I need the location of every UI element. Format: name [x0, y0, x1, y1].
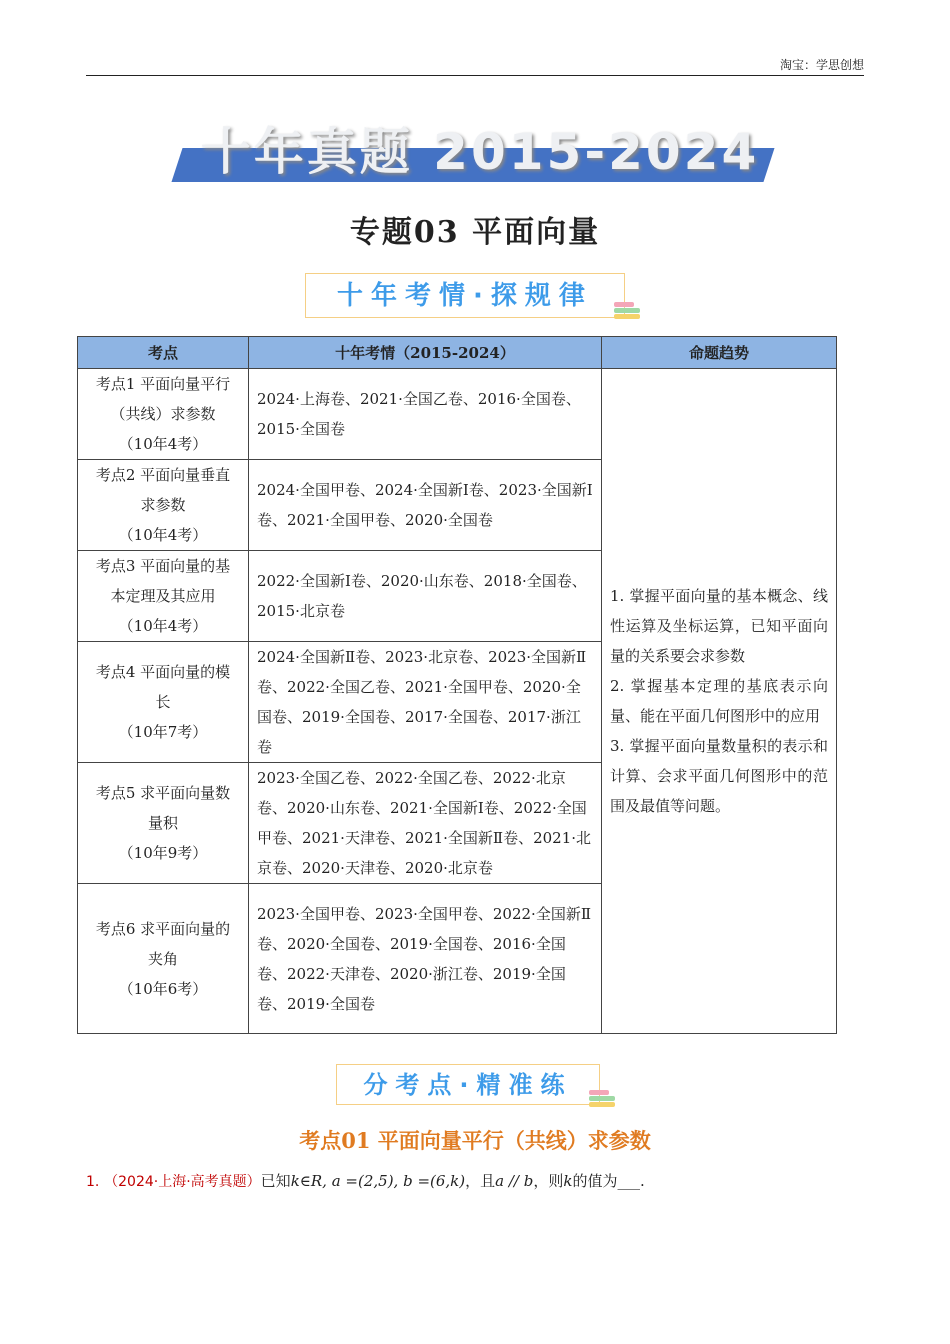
text-line: 考点4 平面向量的模 — [95, 663, 231, 681]
text-line: 考点1 平面向量平行 — [95, 375, 231, 393]
text-line: 求参数 — [140, 496, 186, 514]
text-line: （10年7考） — [118, 723, 208, 741]
question-source: （2024·上海·高考真题） — [104, 1174, 261, 1190]
section-box-practice — [336, 1064, 600, 1105]
point-cell — [78, 884, 249, 1034]
box-label: 分考点·精准练 — [363, 1071, 573, 1099]
question-number: 1. — [86, 1174, 100, 1190]
question-text: 已知 — [260, 1172, 291, 1190]
text-line: （10年4考） — [118, 526, 208, 544]
text-line: 考点2 平面向量垂直 — [95, 466, 231, 484]
math-expr: k∈R, a =(2,5), b =(6,k) — [290, 1172, 466, 1190]
exam-table — [77, 336, 837, 1034]
math-expr: a // b — [495, 1172, 534, 1190]
math-var: k — [563, 1172, 573, 1190]
page-title: 专题03 平面向量 — [349, 215, 601, 250]
exams-cell: 2022·全国新Ⅰ卷、2020·山东卷、2018·全国卷、2015·北京卷 — [249, 551, 602, 642]
section-heading: 考点01 平面向量平行（共线）求参数 — [299, 1128, 651, 1153]
col-header: 十年考情（2015-2024） — [249, 337, 602, 369]
exams-cell: 2024·上海卷、2021·全国乙卷、2016·全国卷、2015·全国卷 — [249, 369, 602, 460]
text-line: 考点3 平面向量的基 — [95, 557, 231, 575]
text-line: 1. 掌握平面向量的基本概念、线性运算及坐标运算，已知平面向量的关系要会求参数 — [610, 587, 828, 665]
text-line: （10年4考） — [118, 617, 208, 635]
point-cell — [78, 763, 249, 884]
exams-cell: 2024·全国新Ⅱ卷、2023·北京卷、2023·全国新Ⅱ卷、2022·全国乙卷、2021·全国甲卷、2020·全国卷、2019·全国卷、2017·全国卷、2017·浙江卷 — [249, 642, 602, 763]
point-cell — [78, 369, 249, 460]
text-line: （10年6考） — [118, 979, 208, 998]
banner-title: 十年真题 2015-2024 — [200, 123, 760, 181]
text-line: 本定理及其应用 — [110, 587, 216, 605]
question-text: ，则 — [533, 1172, 564, 1190]
point-cell — [78, 551, 249, 642]
table-header-row — [78, 337, 837, 369]
text-line: 考点6 求平面向量的 — [95, 919, 231, 938]
box-label: 十年考情·探规律 — [337, 281, 593, 311]
text-line: （10年4考） — [118, 435, 208, 453]
books-icon — [589, 1090, 615, 1108]
text-line: 量积 — [147, 814, 178, 832]
question-text: ，且 — [465, 1172, 496, 1190]
exams-cell: 2024·全国甲卷、2024·全国新Ⅰ卷、2023·全国新Ⅰ卷、2021·全国甲卷、2020·全国卷 — [249, 460, 602, 551]
text-line: 夹角 — [147, 949, 178, 968]
text-line: 考点5 求平面向量数 — [95, 784, 231, 802]
page-header: 淘宝：学思创想 — [86, 56, 864, 76]
point-cell — [78, 642, 249, 763]
books-icon — [614, 302, 640, 320]
exams-cell: 2023·全国甲卷、2023·全国甲卷、2022·全国新Ⅱ卷、2020·全国卷、2019·全国卷、2016·全国卷、2022·天津卷、2020·浙江卷、2019·全国卷、2019·全国卷 — [249, 884, 602, 1034]
text-line: 2. 掌握基本定理的基底表示向量、能在平面几何图形中的应用 — [610, 677, 828, 725]
col-header: 考点 — [78, 337, 249, 369]
question-text: 的值为___. — [572, 1172, 645, 1190]
text-line: （共线）求参数 — [110, 405, 216, 423]
table-row — [78, 369, 837, 460]
col-header: 命题趋势 — [602, 337, 837, 369]
exams-cell: 2023·全国乙卷、2022·全国乙卷、2022·北京卷、2020·山东卷、2021·全国新Ⅰ卷、2022·全国甲卷、2021·天津卷、2021·全国新Ⅱ卷、2021·北京卷、2020·天津卷、2020·北京卷 — [249, 763, 602, 884]
section-box-trends — [305, 273, 625, 318]
question-1 — [86, 1170, 645, 1191]
text-line: 长 — [155, 693, 171, 711]
text-line: （10年9考） — [118, 844, 208, 862]
trend-cell — [602, 369, 837, 1034]
text-line: 3. 掌握平面向量数量积的表示和计算、会求平面几何图形中的范围及最值等问题。 — [610, 737, 828, 815]
point-cell — [78, 460, 249, 551]
